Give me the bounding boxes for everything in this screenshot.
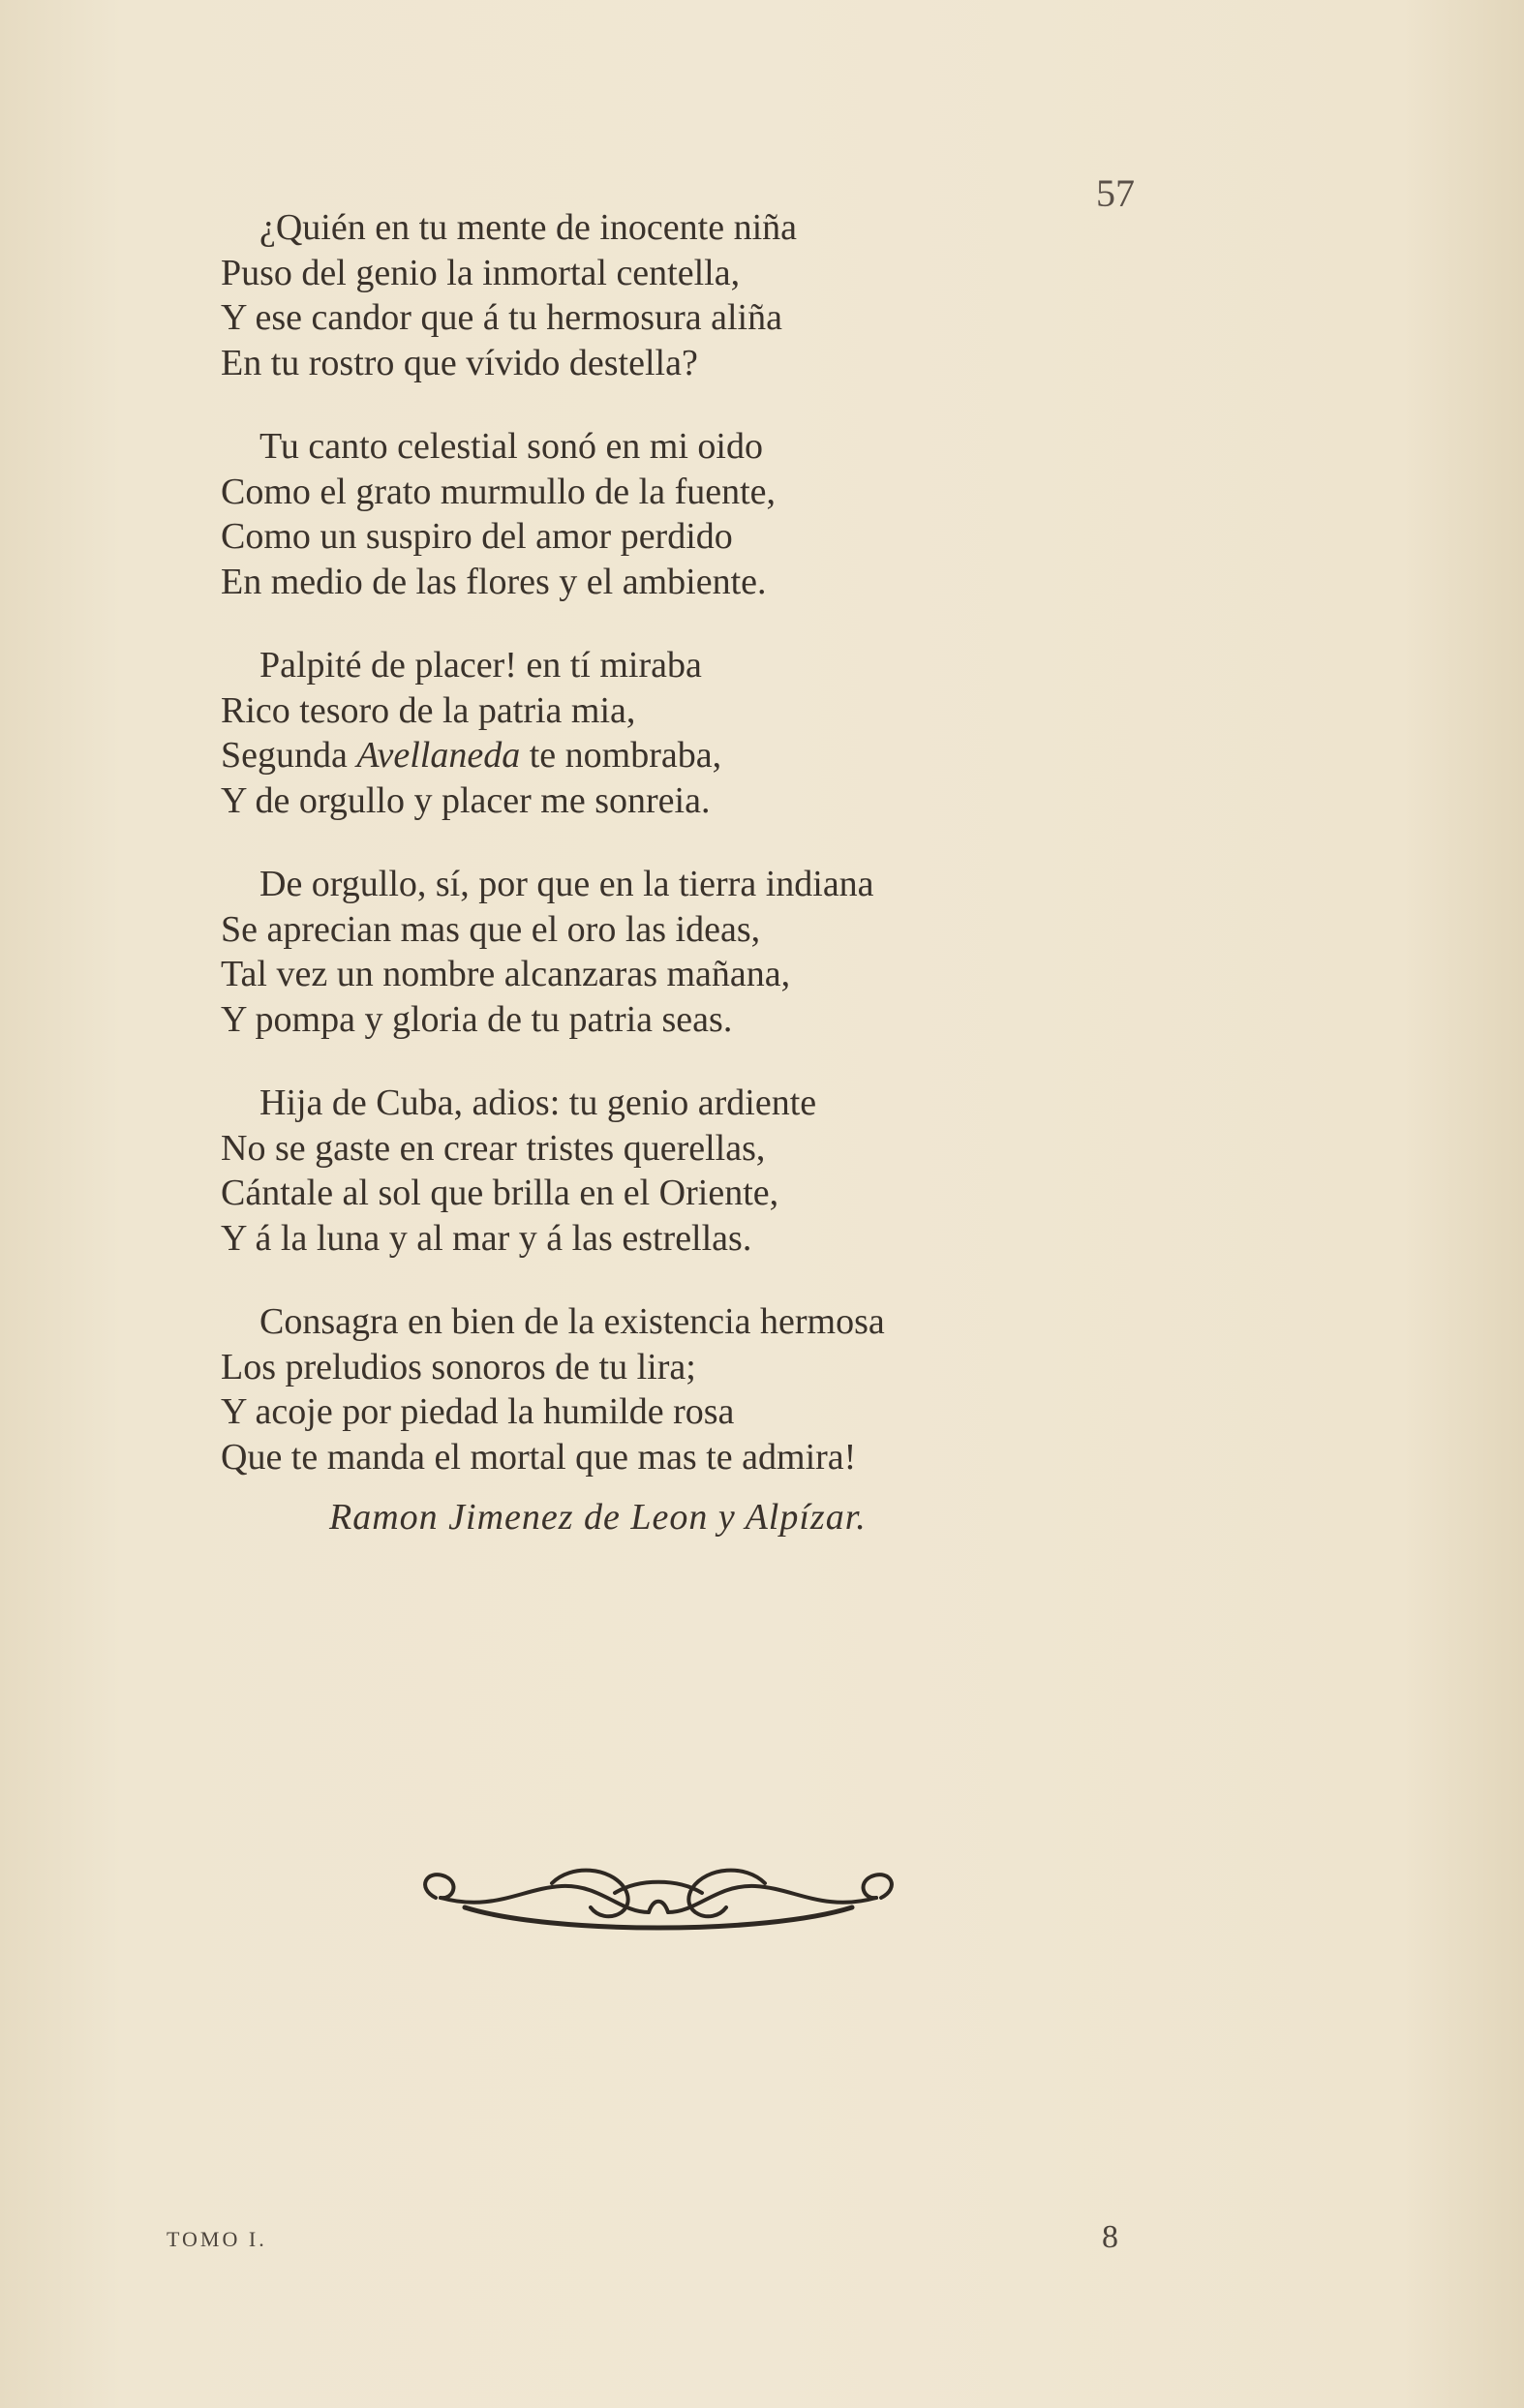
poem-line: En tu rostro que vívido destella? bbox=[221, 342, 698, 383]
stanza-5 bbox=[221, 1081, 1334, 1261]
poem-line-part: te nombraba, bbox=[520, 735, 722, 776]
flourish-ornament-icon bbox=[407, 1859, 910, 1956]
poem-line: Tu canto celestial sonó en mi oido bbox=[259, 426, 763, 467]
poem-line: De orgullo, sí, por que en la tierra indiana bbox=[259, 864, 874, 904]
poem-line: Cántale al sol que brilla en el Oriente, bbox=[221, 1173, 779, 1213]
stanza-1 bbox=[221, 205, 1334, 385]
poem-line: Y ese candor que á tu hermosura aliña bbox=[221, 297, 782, 338]
poem-line: Y de orgullo y placer me sonreia. bbox=[221, 779, 711, 821]
poem bbox=[221, 205, 1334, 1518]
stanza-3 bbox=[221, 643, 1334, 823]
poem-line: En medio de las flores y el ambiente. bbox=[221, 561, 767, 602]
poem-line: Palpité de placer! en tí miraba bbox=[259, 645, 702, 686]
signature-mark: 8 bbox=[1102, 2219, 1118, 2255]
poem-line-with-italic bbox=[221, 733, 1334, 778]
poem-line: No se gaste en crear tristes querellas, bbox=[221, 1127, 766, 1169]
poem-line: Consagra en bien de la existencia hermosa bbox=[259, 1301, 885, 1342]
page-number: 57 bbox=[1096, 171, 1135, 215]
poem-line: Hija de Cuba, adios: tu genio ardiente bbox=[259, 1082, 817, 1123]
poem-line: Y acoje por piedad la humilde rosa bbox=[221, 1391, 735, 1432]
poem-line: Como un suspiro del amor perdido bbox=[221, 516, 733, 557]
poem-author: Ramon Jimenez de Leon y Alpízar. bbox=[329, 1497, 867, 1538]
poem-line: Que te manda el mortal que mas te admira! bbox=[221, 1436, 857, 1478]
poem-line: Se aprecian mas que el oro las ideas, bbox=[221, 908, 761, 950]
poem-line: Los preludios sonoros de tu lira; bbox=[221, 1346, 696, 1387]
poem-line: Como el grato murmullo de la fuente, bbox=[221, 471, 777, 512]
poem-line: Y pompa y gloria de tu patria seas. bbox=[221, 998, 733, 1040]
stanza-2 bbox=[221, 424, 1334, 604]
stanza-6 bbox=[221, 1299, 1334, 1479]
italic-name: Avellaneda bbox=[356, 735, 521, 776]
poem-line: ¿Quién en tu mente de inocente niña bbox=[259, 207, 798, 248]
poem-line: Tal vez un nombre alcanzaras mañana, bbox=[221, 954, 791, 994]
poem-line-part: Segunda bbox=[221, 735, 357, 776]
stanza-4 bbox=[221, 862, 1334, 1042]
poem-line: Puso del genio la inmortal centella, bbox=[221, 252, 741, 293]
poem-line: Y á la luna y al mar y á las estrellas. bbox=[221, 1217, 752, 1259]
poem-line: Rico tesoro de la patria mia, bbox=[221, 689, 636, 731]
volume-label: TOMO I. bbox=[167, 2227, 267, 2251]
